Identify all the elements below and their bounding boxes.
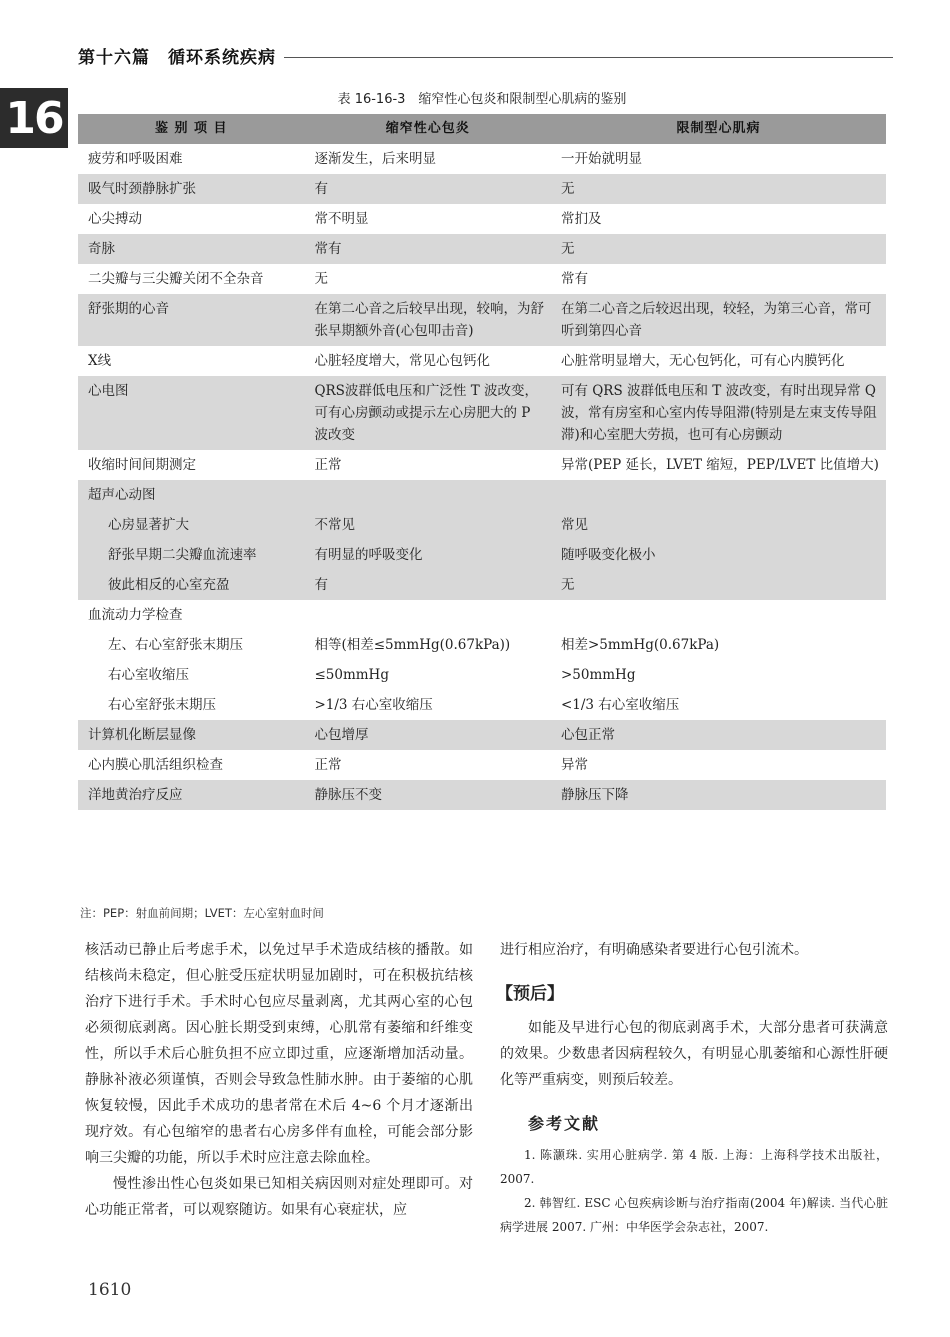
row-restrictive [551,600,886,630]
header-constrictive: 缩窄性心包炎 [304,114,551,144]
row-restrictive: 静脉压下降 [551,780,886,810]
row-constrictive: 不常见 [304,510,551,540]
row-constrictive: QRS波群低电压和广泛性 T 波改变，可有心房颤动或提示左心房肥大的 P 波改变 [304,376,551,450]
table-row [78,144,886,174]
reference-item: 1. 陈灏珠. 实用心脏病学. 第 4 版. 上海：上海科学技术出版社，2007. [500,1148,888,1186]
differential-table [78,114,886,810]
left-column [85,937,473,1223]
row-restrictive: 无 [551,570,886,600]
row-label: 彼此相反的心室充盈 [78,570,304,600]
page-number: 1610 [88,1280,132,1300]
table-row [78,204,886,234]
table-row [78,450,886,480]
row-constrictive: 有明显的呼吸变化 [304,540,551,570]
table-caption: 表 16-16-3 缩窄性心包炎和限制型心肌病的鉴别 [337,92,627,107]
row-restrictive: 心包正常 [551,720,886,750]
row-restrictive: 可有 QRS 波群低电压和 T 波改变，有时出现异常 Q 波，常有房室和心室内传导阻滞(特别是左束支传导阻滞)和心室肥大劳损，也可有心房颤动 [551,376,886,450]
table-row [78,780,886,810]
body-paragraph: 核活动已静止后考虑手术，以免过早手术造成结核的播散。如结核尚未稳定，但心脏受压症状明显加剧时，可在积极抗结核治疗下进行手术。手术时心包应尽量剥离，尤其两心室的心包必须彻底剥离。因心脏长期受到束缚，心肌常有萎缩和纤维变性，所以手术后心脏负担不应立即过重，应逐渐增加活动量。静脉补液必须谨慎，否则会导致急性肺水肿。由于萎缩的心肌恢复较慢，因此手术成功的患者常在术后 4~6 个月才逐渐出现疗效。有心包缩窄的患者右心房多伴有血栓，可能会部分影响三尖瓣的功能，所以手术时应注意去除血栓。 [85,942,473,1166]
table-row [78,234,886,264]
row-group-label: 超声心动图 [78,480,304,510]
section-title: 第十六篇 循环系统疾病 [78,47,276,68]
table-row-group [78,600,886,630]
row-label: 心电图 [78,376,304,450]
row-constrictive: 有 [304,570,551,600]
row-constrictive: 逐渐发生，后来明显 [314,151,436,167]
row-label: 吸气时颈静脉扩张 [78,174,304,204]
reference-item: 2. 韩智红. ESC 心包疾病诊断与治疗指南(2004 年)解读. 当代心脏病学进展 2007. 广州：中华医学会杂志社，2007. [500,1196,888,1234]
row-constrictive: 相等(相差≤5mmHg(0.67kPa)) [314,637,511,653]
row-restrictive: 常有 [560,271,588,287]
row-restrictive: 无 [551,234,886,264]
prognosis-heading: 【预后】 [496,984,564,1004]
row-constrictive [304,480,551,510]
row-restrictive: 相差>5mmHg(0.67kPa) [560,637,720,653]
row-restrictive: >50mmHg [560,667,636,683]
header-rule [284,57,893,58]
table-row [78,690,886,720]
prognosis-paragraph: 如能及早进行心包的彻底剥离手术，大部分患者可获满意的效果。少数患者因病程较久，有明显心肌萎缩和心源性肝硬化等严重病变，则预后较差。 [500,1020,888,1088]
row-label: 心尖搏动 [88,211,142,227]
row-label: 右心室收缩压 [108,667,189,683]
row-restrictive: <1/3 右心室收缩压 [560,697,680,713]
row-restrictive: 常见 [551,510,886,540]
table-row [78,750,886,780]
header-restrictive: 限制型心肌病 [551,114,886,144]
table-row [78,174,886,204]
row-group-label: 血流动力学检查 [88,607,183,623]
chapter-tab: 16 [0,88,68,148]
row-label: 洋地黄治疗反应 [78,780,304,810]
row-label: 疲劳和呼吸困难 [88,151,183,167]
row-label: 心房显著扩大 [78,510,304,540]
references-list [500,1143,888,1239]
table-row [78,294,886,346]
references-heading: 参考文献 [528,1114,601,1133]
row-constrictive: 常不明显 [314,211,369,227]
row-constrictive: 心脏轻度增大，常见心包钙化 [314,353,490,369]
row-constrictive: 无 [314,271,328,287]
row-label: 计算机化断层显像 [78,720,304,750]
row-restrictive: 随呼吸变化极小 [551,540,886,570]
table-row [78,376,886,450]
page-header [78,40,893,70]
table-row [78,720,886,750]
row-constrictive: 静脉压不变 [304,780,551,810]
row-label: 右心室舒张末期压 [108,697,216,713]
row-label: 奇脉 [78,234,304,264]
row-restrictive: 异常 [560,757,588,773]
row-label: 舒张早期二尖瓣血流速率 [78,540,304,570]
table-row [78,630,886,660]
row-restrictive: 异常(PEP 延长，LVET 缩短，PEP/LVET 比值增大) [560,457,879,473]
row-restrictive [551,480,886,510]
row-constrictive: 正常 [314,457,342,473]
row-label: 心内膜心肌活组织检查 [88,757,223,773]
row-constrictive: 正常 [314,757,342,773]
table-note: 注：PEP：射血前间期；LVET：左心室射血时间 [80,906,324,920]
table-row [78,540,886,570]
row-restrictive: 一开始就明显 [560,151,642,167]
table-header-row [78,114,886,144]
row-restrictive: 无 [551,174,886,204]
right-column [496,937,888,1239]
row-constrictive: >1/3 右心室收缩压 [314,697,433,713]
body-paragraph: 进行相应治疗，有明确感染者要进行心包引流术。 [500,942,808,958]
table-row-group [78,480,886,510]
body-paragraph: 慢性渗出性心包炎如果已知相关病因则对症处理即可。对心功能正常者，可以观察随访。如果有心衰症状，应 [85,1176,473,1218]
row-restrictive: 常扪及 [560,211,602,227]
table-row [78,264,886,294]
row-label: 二尖瓣与三尖瓣关闭不全杂音 [88,271,264,287]
row-constrictive: 在第二心音之后较早出现，较响，为舒张早期额外音(心包叩击音) [304,294,551,346]
header-item: 鉴 别 项 目 [78,114,304,144]
row-restrictive: 心脏常明显增大，无心包钙化，可有心内膜钙化 [560,353,845,369]
row-constrictive: 有 [304,174,551,204]
table-row [78,510,886,540]
row-label: 舒张期的心音 [78,294,304,346]
row-constrictive [304,600,551,630]
table-row [78,346,886,376]
row-label: 左、右心室舒张末期压 [108,637,243,653]
row-constrictive: 心包增厚 [304,720,551,750]
row-constrictive: 常有 [304,234,551,264]
row-constrictive: ≤50mmHg [314,667,389,683]
row-label: X线 [88,353,112,369]
table-row [78,570,886,600]
row-restrictive: 在第二心音之后较迟出现，较轻，为第三心音，常可听到第四心音 [551,294,886,346]
row-label: 收缩时间间期测定 [88,457,196,473]
table-row [78,660,886,690]
